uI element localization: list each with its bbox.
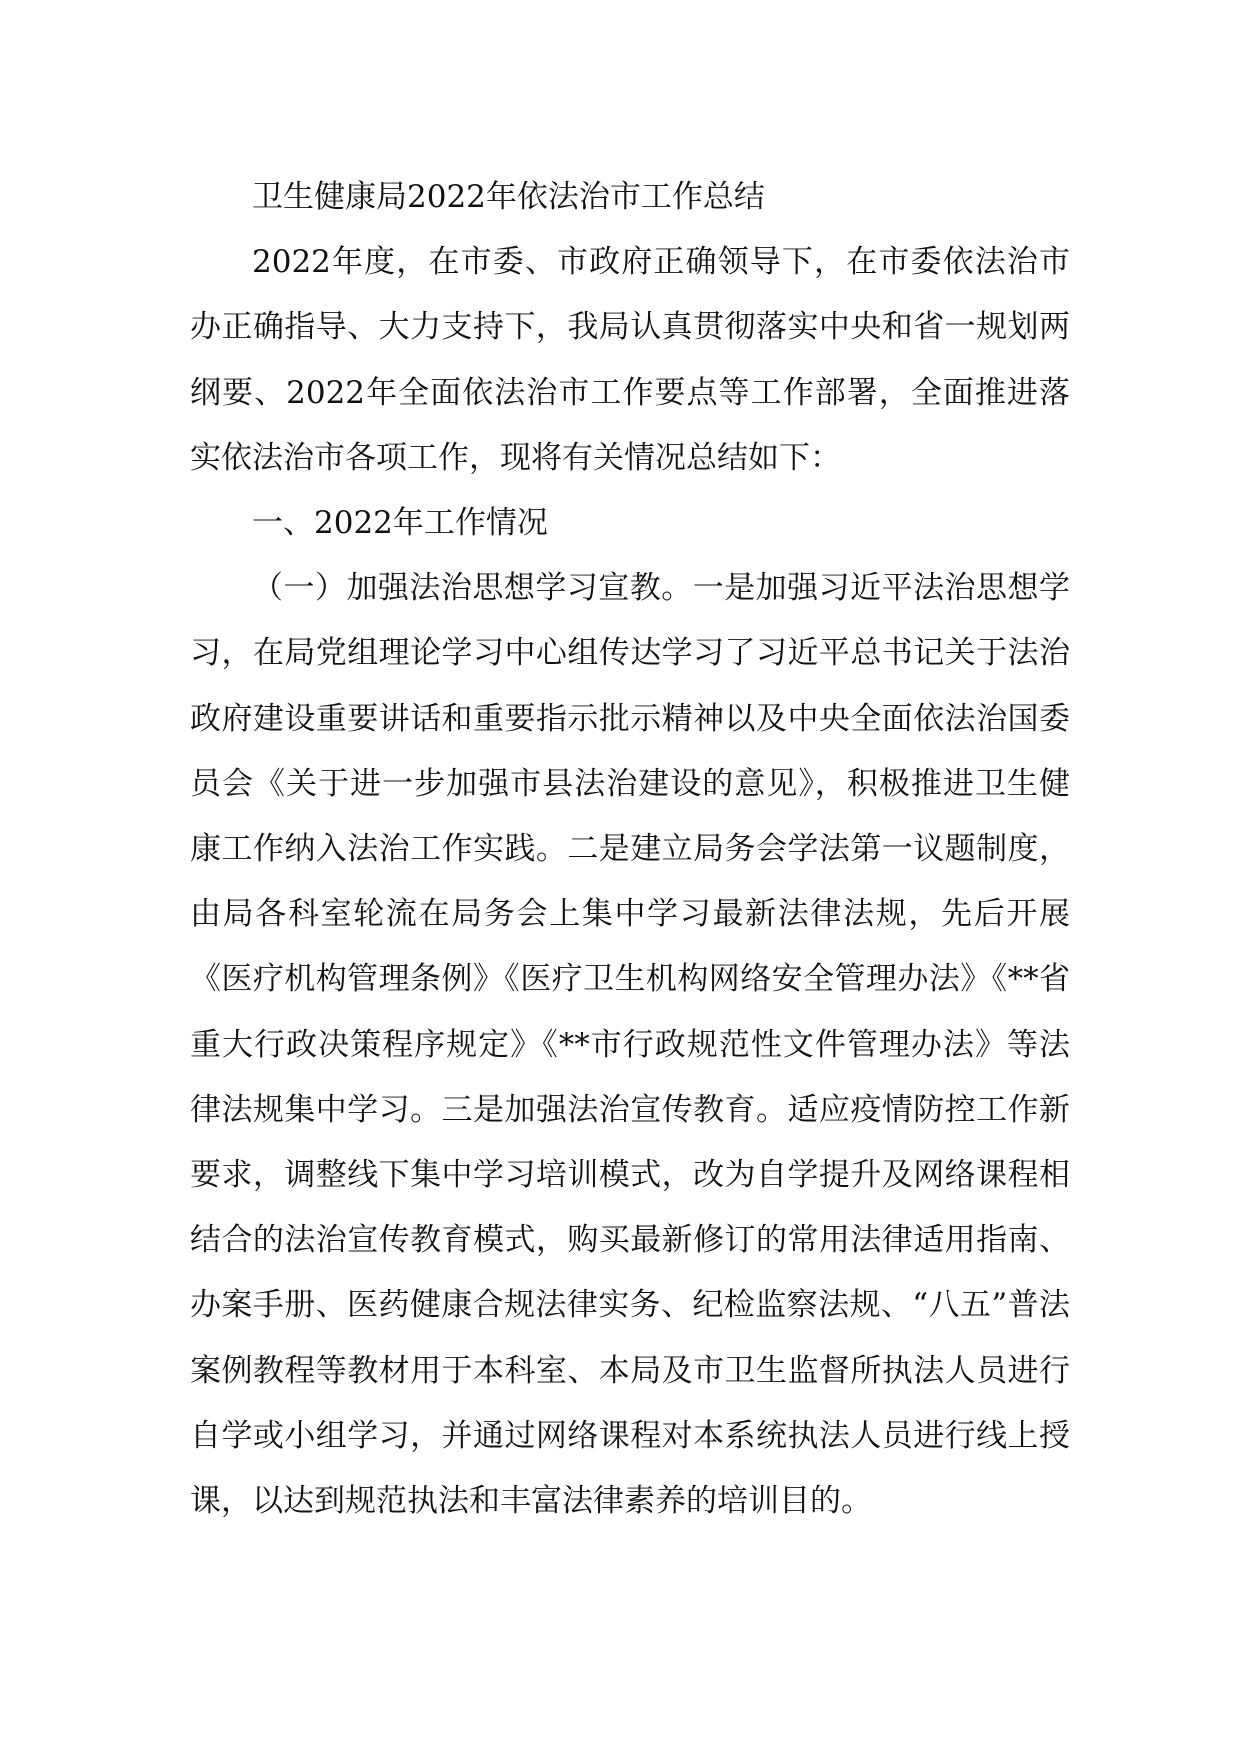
- section-heading: 一、2022年工作情况: [252, 505, 548, 542]
- body-paragraph: （一）加强法治思想学习宣教。一是加强习近平法治思想学习，在局党组理论学习中心组传达学习了习近平总书记关于法治政府建设重要讲话和重要指示批示精神以及中央全面依法治国委员会《关于进一步加强市县法治建设的意见》，积极推进卫生健康工作纳入法治工作实践。二是建立局务会学法第一议题制度，由局各科室轮流在局务会上集中学习最新法律法规，先后开展《医疗机构管理条例》《医疗卫生机构网络安全管理办法》《**省重大行政决策程序规定》《**市行政规范性文件管理办法》等法律法规集中学习。三是加强法治宣传教育。适应疫情防控工作新要求，调整线下集中学习培训模式，改为自学提升及网络课程相结合的法治宣传教育模式，购买最新修订的常用法律适用指南、办案手册、医药健康合规法律实务、纪检监察法规、“八五”普法案例教程等教材用于本科室、本局及市卫生监督所执法人员进行自学或小组学习，并通过网络课程对本系统执法人员进行线上授课，以达到规范执法和丰富法律素养的培训目的。: [190, 570, 1070, 1520]
- document-body: [190, 165, 1070, 1534]
- intro-paragraph: 2022年度，在市委、市政府正确领导下，在市委依法治市办正确指导、大力支持下，我局认真贯彻落实中央和省一规划两纲要、2022年全面依法治市工作要点等工作部署，全面推进落实依法治市各项工作，现将有关情况总结如下：: [190, 244, 1070, 476]
- document-title: 卫生健康局2022年依法治市工作总结: [252, 179, 765, 215]
